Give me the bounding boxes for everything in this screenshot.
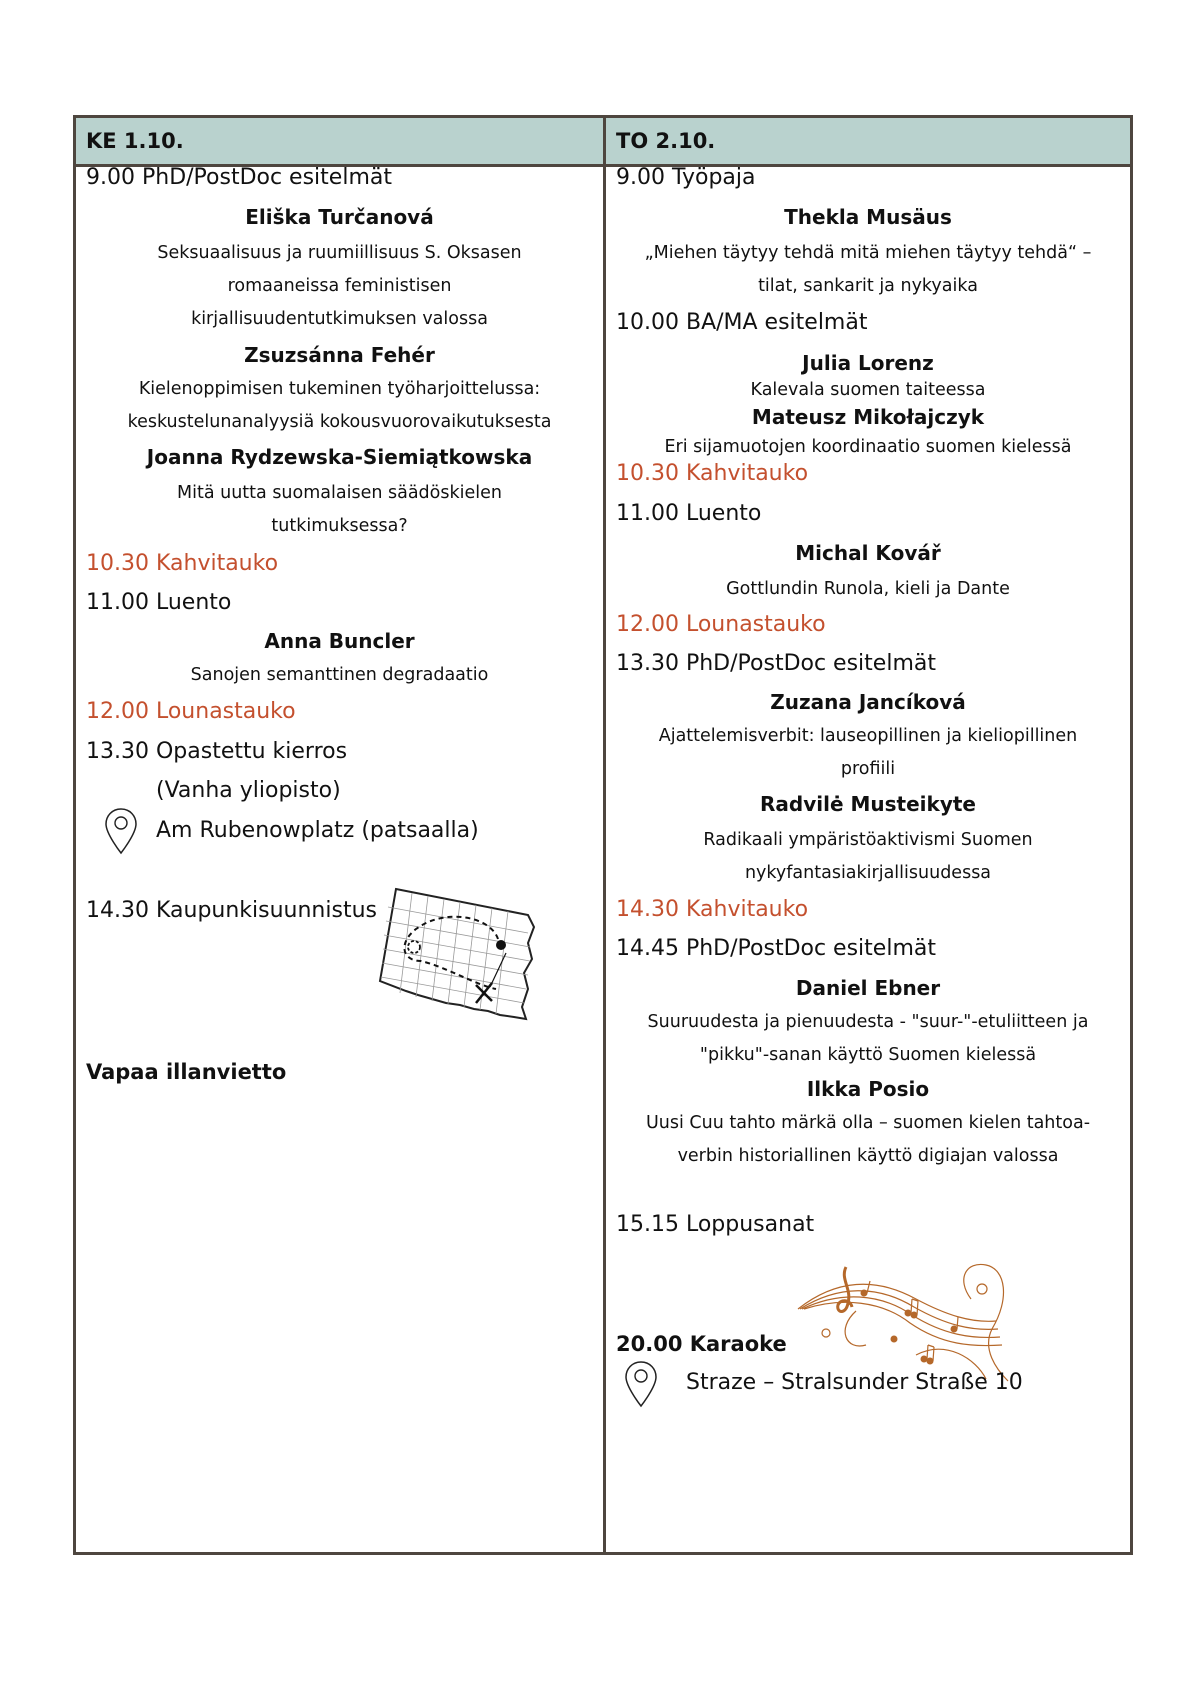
break-slot: 10.30 Kahvitauko: [86, 551, 279, 576]
time-slot: 11.00 Luento: [86, 590, 232, 615]
evening-program: Vapaa illanvietto: [86, 1060, 287, 1084]
day-header: KE 1.10.: [76, 118, 603, 167]
speaker-name: Zuzana Jancíková: [770, 690, 966, 714]
tour-location: Am Rubenowplatz (patsaalla): [156, 818, 479, 843]
speaker-block: [76, 443, 603, 543]
talk-title: Gottlundin Runola, kieli ja Dante: [726, 579, 1010, 599]
day-column-wednesday: [76, 118, 606, 1552]
time-slot: 14.45 PhD/PostDoc esitelmät: [616, 936, 936, 961]
talk-title: Ajattelemisverbit: lauseopillinen ja kieliopillinen: [658, 726, 1078, 746]
talk-title: Mitä uutta suomalaisen säädöskielen: [177, 483, 502, 503]
speaker-name: Joanna Rydzewska-Siemiątkowska: [146, 445, 533, 469]
talk-title: Uusi Cuu tahto märkä olla – suomen kielen tahtoa-: [645, 1113, 1091, 1133]
speaker-name: Julia Lorenz: [802, 351, 934, 375]
workshop-block: [606, 203, 1130, 303]
speaker-name: Radvilė Musteikyte: [760, 792, 976, 816]
schedule-table: [73, 115, 1133, 1555]
karaoke-location: Straze – Stralsunder Straße 10: [686, 1370, 1023, 1395]
time-slot: 9.00 PhD/PostDoc esitelmät: [86, 165, 392, 190]
lecture-block: [606, 539, 1130, 606]
time-slot: 15.15 Loppusanat: [616, 1212, 815, 1237]
break-slot: 12.00 Lounastauko: [616, 612, 826, 637]
speaker-name: Eliška Turčanová: [245, 205, 434, 229]
lecture-block: [76, 627, 603, 692]
day-body: [606, 167, 1130, 1547]
time-slot: 13.30 PhD/PostDoc esitelmät: [616, 651, 936, 676]
speaker-name: Daniel Ebner: [795, 976, 941, 1000]
break-slot: 14.30 Kahvitauko: [616, 897, 809, 922]
tour-place: (Vanha yliopisto): [156, 778, 341, 803]
speaker-block: [606, 688, 1130, 786]
time-slot: 10.00 BA/MA esitelmät: [616, 310, 868, 335]
time-slot: 14.30 Kaupunkisuunnistus: [86, 898, 377, 923]
break-slot: 10.30 Kahvitauko: [616, 461, 809, 486]
speaker-name: Zsuzsánna Fehér: [244, 343, 435, 367]
speaker-name: Ilkka Posio: [806, 1077, 930, 1101]
speaker-block: [76, 203, 603, 336]
talk-title: kirjallisuudentutkimuksen valossa: [191, 309, 488, 329]
time-slot: 13.30 Opastettu kierros: [86, 739, 348, 764]
day-column-thursday: [606, 118, 1130, 1552]
break-slot: 12.00 Lounastauko: [86, 699, 296, 724]
talk-title: nykyfantasiakirjallisuudessa: [744, 863, 992, 883]
talk-title: „Miehen täytyy tehdä mitä miehen täytyy tehdä“ –: [644, 243, 1092, 263]
talk-title: keskustelunanalyysiä kokousvuorovaikutuksesta: [127, 412, 552, 432]
day-header: TO 2.10.: [606, 118, 1130, 167]
talk-title: Kielenoppimisen tukeminen työharjoittelussa:: [138, 379, 541, 399]
speaker-block: [606, 349, 1130, 463]
talk-title: tilat, sankarit ja nykyaika: [758, 276, 978, 296]
speaker-name: Thekla Musäus: [784, 205, 952, 229]
map-pin-icon: [104, 807, 138, 857]
speaker-block: [606, 1075, 1130, 1173]
speaker-name: Mateusz Mikołajczyk: [751, 405, 985, 429]
treasure-map-illustration: [376, 877, 546, 1037]
talk-title: "pikku"-sanan käyttö Suomen kielessä: [699, 1045, 1037, 1065]
talk-title: verbin historiallinen käyttö digiajan valossa: [677, 1146, 1059, 1166]
time-slot: 9.00 Työpaja: [616, 165, 756, 190]
talk-title: profiili: [840, 759, 896, 779]
speaker-block: [606, 790, 1130, 890]
talk-title: Sanojen semanttinen degradaatio: [190, 665, 489, 685]
talk-title: Suuruudesta ja pienuudesta - "suur-"-etuliitteen ja: [647, 1012, 1089, 1032]
evening-program: 20.00 Karaoke: [616, 1332, 787, 1356]
speaker-name: Michal Kovář: [795, 541, 941, 565]
time-slot: 11.00 Luento: [616, 501, 762, 526]
talk-title: romaaneissa feministisen: [227, 276, 452, 296]
day-body: [76, 167, 603, 1547]
talk-title: Eri sijamuotojen koordinaatio suomen kielessä: [664, 437, 1072, 457]
map-pin-icon: [624, 1360, 658, 1410]
talk-title: Seksuaalisuus ja ruumiillisuus S. Oksasen: [157, 243, 522, 263]
talk-title: Kalevala suomen taiteessa: [750, 380, 986, 400]
speaker-name: Anna Buncler: [264, 629, 415, 653]
talk-title: Radikaali ympäristöaktivismi Suomen: [703, 830, 1033, 850]
talk-title: tutkimuksessa?: [271, 516, 408, 536]
speaker-block: [76, 341, 603, 439]
speaker-block: [606, 974, 1130, 1072]
